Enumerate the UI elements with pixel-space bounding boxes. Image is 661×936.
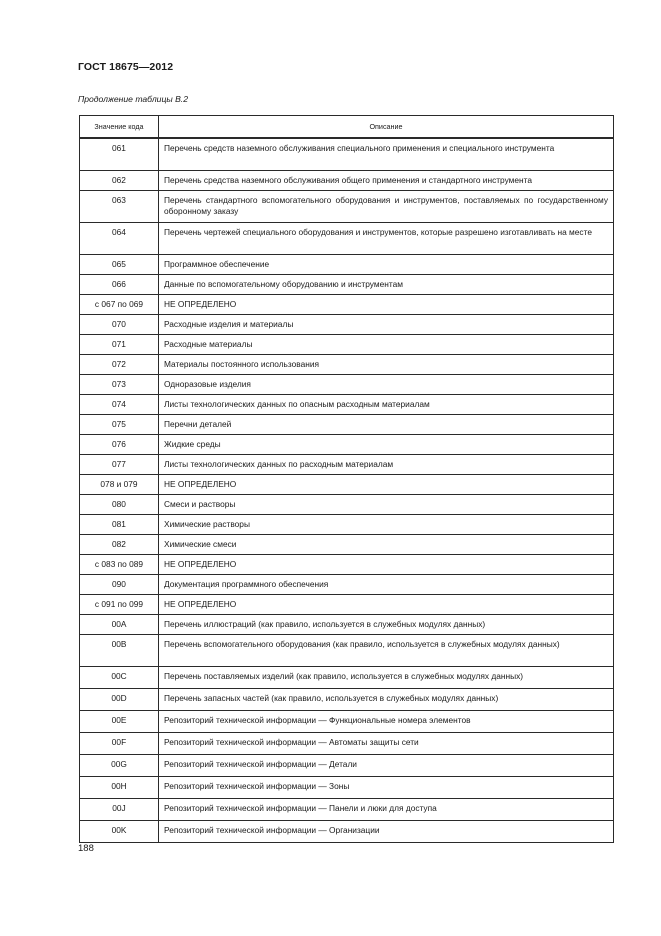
code-value-cell: 061 (80, 138, 159, 170)
code-value-cell: 063 (80, 190, 159, 222)
table-row (80, 190, 614, 222)
description-cell: Перечни деталей (159, 414, 614, 434)
code-value-cell: 080 (80, 494, 159, 514)
code-value-cell: 062 (80, 170, 159, 190)
table-row (80, 514, 614, 534)
description-cell: Перечень запасных частей (как правило, используется в служебных модулях данных) (159, 688, 614, 710)
code-value-cell: 076 (80, 434, 159, 454)
code-value-cell: 00H (80, 776, 159, 798)
code-value-cell: 070 (80, 314, 159, 334)
column-header-description: Описание (159, 116, 614, 139)
description-cell: Репозиторий технической информации — Детали (159, 754, 614, 776)
code-value-cell: 00G (80, 754, 159, 776)
description-cell: Химические смеси (159, 534, 614, 554)
table-header-row (80, 116, 614, 139)
description-cell: НЕ ОПРЕДЕЛЕНО (159, 294, 614, 314)
table-row (80, 454, 614, 474)
table-row (80, 274, 614, 294)
description-cell: Данные по вспомогательному оборудованию и инструментам (159, 274, 614, 294)
code-value-cell: с 091 по 099 (80, 594, 159, 614)
code-value-cell: 081 (80, 514, 159, 534)
table-row (80, 732, 614, 754)
description-cell: Расходные материалы (159, 334, 614, 354)
description-cell: Перечень иллюстраций (как правило, используется в служебных модулях данных) (159, 614, 614, 634)
table-row (80, 776, 614, 798)
table-row (80, 574, 614, 594)
description-cell: Репозиторий технической информации — Зоны (159, 776, 614, 798)
description-cell: Репозиторий технической информации — Автоматы защиты сети (159, 732, 614, 754)
table-row (80, 374, 614, 394)
code-value-cell: 00A (80, 614, 159, 634)
code-value-cell: 00F (80, 732, 159, 754)
code-value-cell: 00J (80, 798, 159, 820)
description-cell: НЕ ОПРЕДЕЛЕНО (159, 554, 614, 574)
description-cell: Жидкие среды (159, 434, 614, 454)
description-cell: Одноразовые изделия (159, 374, 614, 394)
table-row (80, 414, 614, 434)
column-header-code: Значение кода (80, 116, 159, 139)
description-cell: Листы технологических данных по опасным расходным материалам (159, 394, 614, 414)
table-row (80, 710, 614, 732)
table-row (80, 394, 614, 414)
table-row (80, 614, 614, 634)
table-row (80, 666, 614, 688)
table-row (80, 334, 614, 354)
code-value-cell: с 083 по 089 (80, 554, 159, 574)
table-row (80, 138, 614, 170)
description-cell: Репозиторий технической информации — Панели и люки для доступа (159, 798, 614, 820)
description-cell: Программное обеспечение (159, 254, 614, 274)
description-cell: Перечень средства наземного обслуживания общего применения и стандартного инструмента (159, 170, 614, 190)
table-row (80, 594, 614, 614)
description-cell: Листы технологических данных по расходным материалам (159, 454, 614, 474)
code-value-cell: 071 (80, 334, 159, 354)
description-cell: Перечень вспомогательного оборудования (как правило, используется в служебных модулях данных) (159, 634, 614, 666)
description-cell: Материалы постоянного использования (159, 354, 614, 374)
description-cell: Документация программного обеспечения (159, 574, 614, 594)
code-table (79, 115, 614, 843)
description-cell: Расходные изделия и материалы (159, 314, 614, 334)
code-value-cell: 00E (80, 710, 159, 732)
page-number: 188 (78, 843, 94, 854)
document-standard-title: ГОСТ 18675—2012 (78, 61, 174, 73)
description-cell: Перечень поставляемых изделий (как правило, используется в служебных модулях данных) (159, 666, 614, 688)
table-row (80, 354, 614, 374)
table-row (80, 534, 614, 554)
description-cell: Перечень средств наземного обслуживания специального применения и специального инструмента (159, 138, 614, 170)
table-row (80, 688, 614, 710)
code-value-cell: 00C (80, 666, 159, 688)
code-value-cell: 090 (80, 574, 159, 594)
description-cell: Репозиторий технической информации — Функциональные номера элементов (159, 710, 614, 732)
code-value-cell: 064 (80, 222, 159, 254)
code-value-cell: 072 (80, 354, 159, 374)
table-row (80, 434, 614, 454)
table-caption: Продолжение таблицы В.2 (78, 94, 188, 104)
description-cell: Перечень стандартного вспомогательного оборудования и инструментов, поставляемых по государственному оборонному заказу (159, 190, 614, 222)
code-value-cell: 066 (80, 274, 159, 294)
description-cell: Перечень чертежей специального оборудования и инструментов, которые разрешено изготавливать на месте (159, 222, 614, 254)
code-value-cell: 065 (80, 254, 159, 274)
description-cell: Химические растворы (159, 514, 614, 534)
table-row (80, 170, 614, 190)
table-row (80, 494, 614, 514)
code-value-cell: 00B (80, 634, 159, 666)
code-value-cell: 073 (80, 374, 159, 394)
table-row (80, 474, 614, 494)
table-row (80, 754, 614, 776)
description-cell: Смеси и растворы (159, 494, 614, 514)
description-cell: Репозиторий технической информации — Организации (159, 820, 614, 842)
table-row (80, 554, 614, 574)
table-row (80, 634, 614, 666)
description-cell: НЕ ОПРЕДЕЛЕНО (159, 594, 614, 614)
code-value-cell: 077 (80, 454, 159, 474)
code-value-cell: 00D (80, 688, 159, 710)
table-row (80, 254, 614, 274)
code-value-cell: с 067 по 069 (80, 294, 159, 314)
code-value-cell: 082 (80, 534, 159, 554)
table-body (80, 138, 614, 842)
code-value-cell: 078 и 079 (80, 474, 159, 494)
table-row (80, 314, 614, 334)
description-cell: НЕ ОПРЕДЕЛЕНО (159, 474, 614, 494)
table-row (80, 222, 614, 254)
table-row (80, 798, 614, 820)
code-value-cell: 074 (80, 394, 159, 414)
code-value-cell: 00K (80, 820, 159, 842)
table-row (80, 294, 614, 314)
table-row (80, 820, 614, 842)
code-value-cell: 075 (80, 414, 159, 434)
